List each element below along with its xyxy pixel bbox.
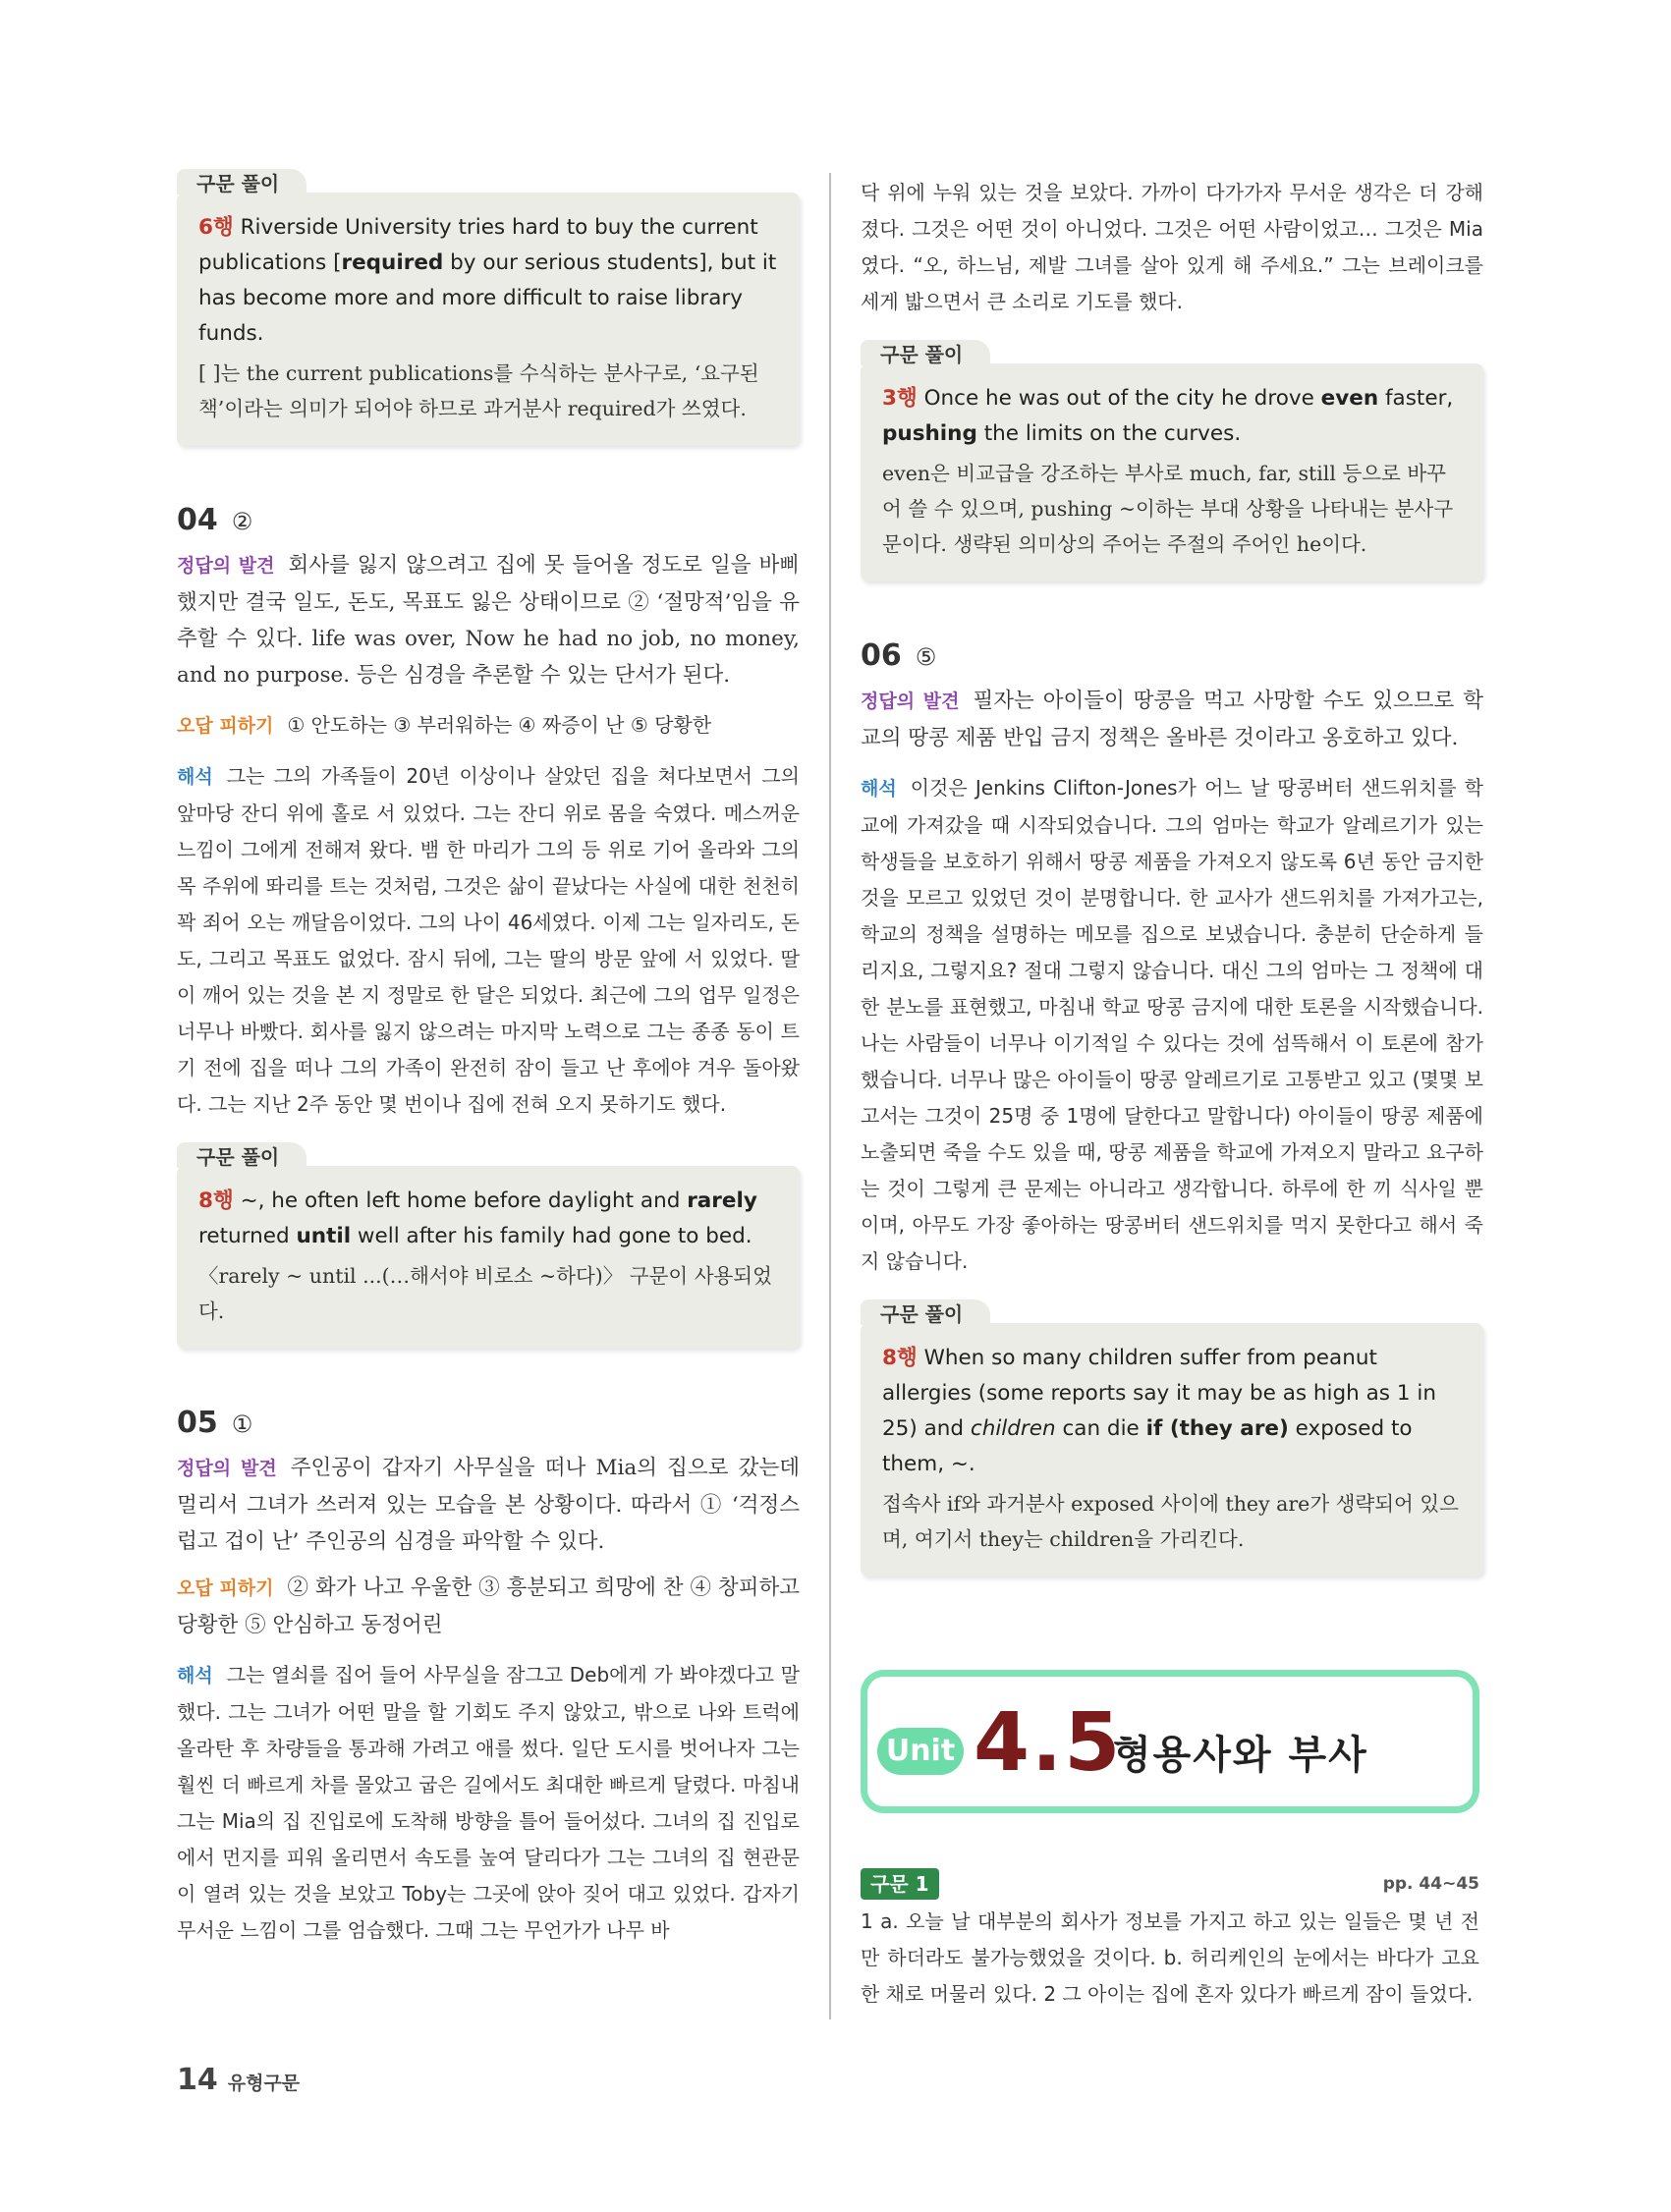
example-bold: required: [341, 250, 444, 275]
translation-label: 해석: [177, 766, 213, 788]
translation-text: 그는 그의 가족들이 20년 이상이나 살았던 집을 쳐다보면서 그의 앞마당 잔디 위에 홀로 서 있었다. 그는 잔디 위로 몸을 숙였다. 메스꺼운 느낌이 그에게 전해져 왔다. 뱀 한 마리가 그의 등 위로 기어 올라와 그의 목 주위에 똬리를 트는 것처럼, 그것은 삶이 끝났다는 사실에 대한 천천히 꽉 죄어 오는 깨달음이었다. 그의 나이 46세였다. 이제 그는 일자리도, 돈도, 그리고 목표도 없었다. 잠시 뒤에, 그는 딸의 방문 앞에 서 있었다. 딸이 깨어 있는 것을 본 지 정말로 한 달은 되었다. 최근에 그의 업무 일정은 너무나 바빴다. 회사를 잃지 않으려는 마지막 노력으로 그는 종종 동이 트기 전에 집을 떠나 그의 가족이 완전히 잠이 들고 난 후에야 겨우 돌아왔다. 그는 지난 2주 동안 몇 번이나 집에 전혀 오지 못하기도 했다.: [177, 764, 800, 1116]
syntax-box-q05: [861, 343, 1483, 581]
example-bold: even: [1320, 386, 1379, 411]
translation: [861, 770, 1483, 1280]
syntax-note: [ ]는 the current publications를 수식하는 분사구로, ‘요구된 책’이라는 의미가 되어야 하므로 과거분사 required가 쓰였다.: [198, 361, 759, 420]
translation-text: 이것은 Jenkins Clifton-Jones가 어느 날 땅콩버터 샌드위치를 학교에 가져갔을 때 시작되었습니다. 그의 엄마는 학교가 알레르기가 있는 학생들을 보호하기 위해서 땅콩 제품을 가져오지 않도록 6년 동안 금지한 것을 모르고 있었던 것이 분명합니다. 한 교사가 샌드위치를 가져가고는, 학교의 정책을 설명하는 메모를 집으로 보냈습니다. 충분히 단순하게 들리지요, 그렇지요? 절대 그렇지 않습니다. 대신 그의 엄마는 그 정책에 대한 분노를 표현했고, 마침내 학교 땅콩 금지에 대한 토론을 시작했습니다. 나는 사람들이 너무나 이기적일 수 있다는 것에 섬뜩해서 이 토론에 참가했습니다. 너무나 많은 아이들이 땅콩 알레르기로 고통받고 있고 (몇몇 보고서는 그것이 25명 중 1명에 달한다고 말합니다) 아이들이 땅콩 제품에 노출되면 죽을 수도 있을 때, 땅콩 제품을 학교에 가져오지 말라고 요구하는 것이 그렇게 큰 문제는 아니라고 생각합니다. 하루에 한 끼 식사일 뿐이며, 아무도 가장 좋아하는 땅콩버터 샌드위치를 먹지 못한다고 해서 죽지 않습니다.: [861, 776, 1484, 1273]
syntax-box-tab: 구문 풀이: [861, 1300, 990, 1325]
syntax-box-tab: 구문 풀이: [177, 1142, 306, 1168]
example-text: ~, he often left home before daylight and: [233, 1189, 688, 1213]
example-text: can die: [1055, 1416, 1146, 1441]
gumun-text: 1 a. 오늘 날 대부분의 회사가 정보를 가지고 하고 있는 일들은 몇 년 전만 하더라도 불가능했었을 것이다. b. 허리케인의 눈에서는 바다가 고요한 채로 머물러 있다. 2 그 아이는 집에 혼자 있다가 빠르게 잠이 들었다.: [861, 1909, 1479, 2006]
unit-title: 형용사와 부사: [1113, 1733, 1368, 1778]
translation: [177, 1657, 800, 1949]
example-text: When so many children suffer from peanut allergies (some reports say it may be as high as 1 in 25) and: [882, 1346, 1436, 1441]
answer-text: 필자는 아이들이 땅콩을 먹고 사망할 수도 있으므로 학교의 땅콩 제품 반입 금지 정책은 올바른 것이라고 옹호하고 있다.: [861, 689, 1483, 750]
answer-label: 정답의 발견: [861, 691, 960, 712]
page-number: 14: [177, 2063, 218, 2097]
answer-text: 주인공이 갑자기 사무실을 떠나 Mia의 집으로 갔는데 멀리서 그녀가 쓰러져 있는 모습을 본 상황이다. 따라서 ① ‘걱정스럽고 겁이 난’ 주인공의 심경을 파악할 수 있다.: [177, 1456, 800, 1554]
line-reference: 6행: [198, 215, 234, 240]
example-text: returned: [198, 1224, 297, 1248]
answer-text: 회사를 잃지 않으려고 집에 못 들어올 정도로 일을 바삐 했지만 결국 일도, 돈도, 목표도 잃은 상태이므로 ② ‘절망적’임을 유추할 수 있다. life was over, Now he had no job, no money, and no purpose. 등은 심경을 추론할 수 있는 단서가 된다.: [177, 553, 800, 688]
example-text: Once he was out of the city he drove: [917, 386, 1321, 411]
answer-explanation: [177, 1450, 800, 1560]
example-text: by our serious students], but it has become more and more difficult to raise library funds.: [198, 250, 777, 346]
example-bold: if (they are): [1145, 1416, 1289, 1441]
unit-number: 4.5: [974, 1696, 1123, 1790]
wrong-text: ② 화가 나고 우울한 ③ 흥분되고 희망에 찬 ④ 창피하고 당황한 ⑤ 안심하고 동정어린: [177, 1576, 801, 1637]
question-number: 06: [861, 638, 902, 673]
wrong-text: ① 안도하는 ③ 부러워하는 ④ 짜증이 난 ⑤ 당황한: [287, 713, 712, 737]
wrong-label: 오답 피하기: [177, 1577, 274, 1599]
syntax-box-tab: 구문 풀이: [861, 340, 990, 365]
example-italic: children: [970, 1416, 1056, 1441]
syntax-box-q06: [861, 1302, 1483, 1576]
example-bold: rarely: [687, 1189, 757, 1213]
translation-text: 그는 열쇠를 집어 들어 사무실을 잠그고 Deb에게 가 봐야겠다고 말했다. 그는 그녀가 어떤 말을 할 기회도 주지 않았고, 밖으로 나와 트럭에 올라탄 후 차량들을 통과해 가려고 애를 썼다. 일단 도시를 벗어나자 그는 훨씬 더 빠르게 차를 몰았고 굽은 길에서도 최대한 빠르게 달렸다. 마침내 그는 Mia의 집 진입로에 도착해 방향을 틀어 들어섰다. 그녀의 집 진입로에서 먼지를 피워 올리면서 속도를 높여 달리다가 그는 그녀의 집 현관문이 열려 있는 것을 보았고 Toby는 그곳에 앉아 짖어 대고 있었다. 갑자기 무서운 느낌이 그를 엄습했다. 그때 그는 무언가가 나무 바: [177, 1663, 800, 1942]
syntax-note: 〈rarely ~ until ...(…해서야 비로소 ~하다)〉 구문이 사용되었다.: [198, 1264, 772, 1323]
syntax-box-q03: [177, 172, 800, 446]
translation: [177, 758, 800, 1123]
line-reference: 3행: [882, 386, 918, 411]
translation-continued: 닥 위에 누워 있는 것을 보았다. 가까이 다가가자 무서운 생각은 더 강해졌다. 그것은 어떤 것이 아니었다. 그것은 어떤 사람이었고… 그것은 Mia였다. “오, 하느님, 제발 그녀를 살아 있게 해 주세요.” 그는 브레이크를 세게 밟으면서 큰 소리로 기도를 했다.: [861, 181, 1483, 313]
line-reference: 8행: [882, 1346, 918, 1370]
question-number-06: [861, 638, 1483, 673]
left-column: [177, 172, 801, 1949]
example-text: Riverside University tries hard to buy the current publications [: [198, 215, 758, 275]
line-reference: 8행: [198, 1189, 234, 1213]
syntax-example: [198, 210, 778, 352]
translation-label: 해석: [861, 778, 897, 800]
wrong-answers: [177, 1570, 800, 1643]
page-reference: pp. 44~45: [1382, 1874, 1479, 1894]
page-footer: [177, 2063, 300, 2097]
answer-explanation: [177, 547, 800, 693]
example-text: exposed to them, ~.: [882, 1416, 1413, 1476]
syntax-example: [198, 1184, 778, 1254]
syntax-example: [882, 1341, 1462, 1482]
right-column: [861, 175, 1483, 1576]
answer-choice: ①: [231, 1410, 253, 1438]
answer-explanation: [861, 683, 1483, 756]
syntax-note: 접속사 if와 과거분사 exposed 사이에 they are가 생략되어 있으며, 여기서 they는 children을 가리킨다.: [882, 1492, 1459, 1551]
column-divider: [829, 173, 831, 2019]
translation-label: 해석: [177, 1665, 213, 1687]
answer-choice: ②: [231, 508, 253, 535]
syntax-example: [882, 381, 1462, 452]
wrong-answers: [177, 707, 800, 745]
question-number: 04: [177, 503, 218, 537]
answer-label: 정답의 발견: [177, 555, 275, 577]
question-number-04: [177, 503, 800, 537]
example-text: faster,: [1378, 386, 1454, 411]
wrong-label: 오답 피하기: [177, 715, 274, 737]
gumun-header: [861, 1868, 1479, 1902]
syntax-box-tab: 구문 풀이: [177, 169, 306, 194]
syntax-note: even은 비교급을 강조하는 부사로 much, far, still 등으로 바꾸어 쓸 수 있으며, pushing ~이하는 부대 상황을 나타내는 분사구문이다. 생략된 의미상의 주어는 주절의 주어인 he이다.: [882, 462, 1454, 556]
syntax-box-q04: [177, 1145, 800, 1349]
example-bold: until: [296, 1224, 352, 1248]
section-name: 유형구문: [227, 2073, 301, 2094]
unit-badge: Unit: [877, 1728, 964, 1775]
example-bold: pushing: [882, 421, 977, 446]
unit-header: [861, 1670, 1479, 1813]
example-text: the limits on the curves.: [976, 421, 1242, 446]
gumun-badge: 구문 1: [861, 1868, 939, 1900]
answer-label: 정답의 발견: [177, 1458, 277, 1479]
example-text: well after his family had gone to bed.: [351, 1224, 752, 1248]
question-number: 05: [177, 1406, 218, 1440]
answer-choice: ⑤: [915, 643, 937, 671]
question-number-05: [177, 1406, 800, 1440]
